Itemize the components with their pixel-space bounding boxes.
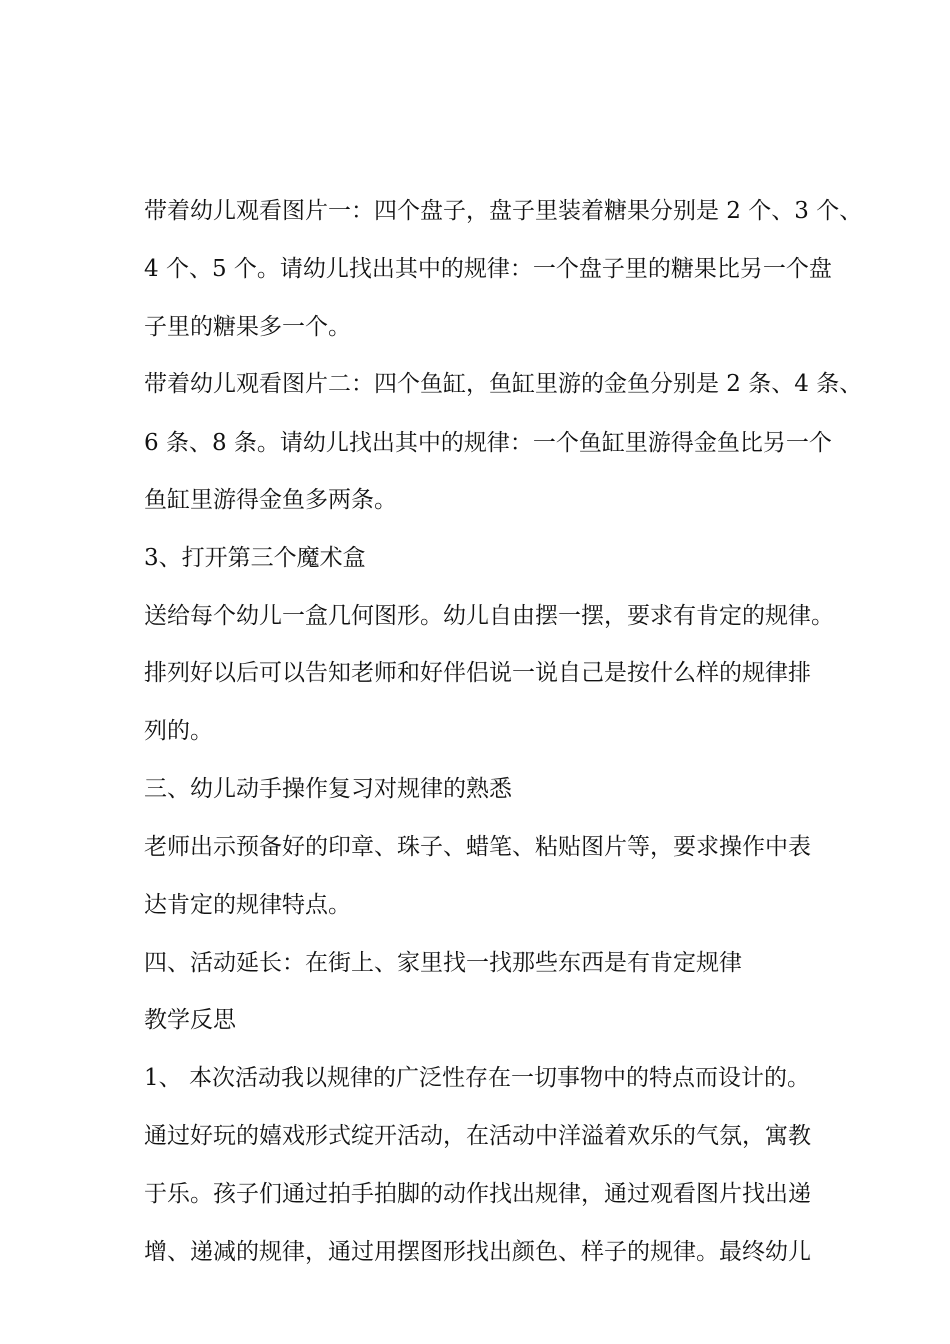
paragraph-line: 达肯定的规律特点。 [144, 892, 351, 918]
paragraph-line: 老师出示预备好的印章、珠子、蜡笔、粘贴图片等，要求操作中表 [144, 834, 811, 860]
paragraph-line: 通过好玩的嬉戏形式绽开活动，在活动中洋溢着欢乐的气氛，寓教 [144, 1123, 811, 1149]
section-heading: 四、活动延长：在街上、家里找一找那些东西是有肯定规律 [144, 950, 742, 976]
paragraph-line: 带着幼儿观看图片一：四个盘子，盘子里装着糖果分别是 2 个、3 个、 [144, 198, 863, 224]
paragraph-line: 6 条、8 条。请幼儿找出其中的规律：一个鱼缸里游得金鱼比另一个 [144, 430, 832, 456]
paragraph-line: 鱼缸里游得金鱼多两条。 [144, 487, 397, 513]
paragraph-line: 于乐。孩子们通过拍手拍脚的动作找出规律，通过观看图片找出递 [144, 1181, 811, 1207]
section-heading: 三、幼儿动手操作复习对规律的熟悉 [144, 776, 512, 802]
paragraph-line: 增、递减的规律，通过用摆图形找出颜色、样子的规律。最终幼儿 [144, 1239, 811, 1265]
paragraph-line: 带着幼儿观看图片二：四个鱼缸，鱼缸里游的金鱼分别是 2 条、4 条、 [144, 371, 863, 397]
section-heading: 教学反思 [144, 1007, 236, 1033]
paragraph-line: 1、 本次活动我以规律的广泛性存在一切事物中的特点而设计的。 [144, 1065, 810, 1091]
paragraph-line: 列的。 [144, 718, 213, 744]
section-heading: 3、打开第三个魔术盒 [144, 545, 366, 571]
paragraph-line: 送给每个幼儿一盒几何图形。幼儿自由摆一摆，要求有肯定的规律。 [144, 603, 834, 629]
paragraph-line: 子里的糖果多一个。 [144, 314, 351, 340]
paragraph-line: 4 个、5 个。请幼儿找出其中的规律：一个盘子里的糖果比另一个盘 [144, 256, 832, 282]
paragraph-line: 排列好以后可以告知老师和好伴侣说一说自己是按什么样的规律排 [144, 660, 811, 686]
